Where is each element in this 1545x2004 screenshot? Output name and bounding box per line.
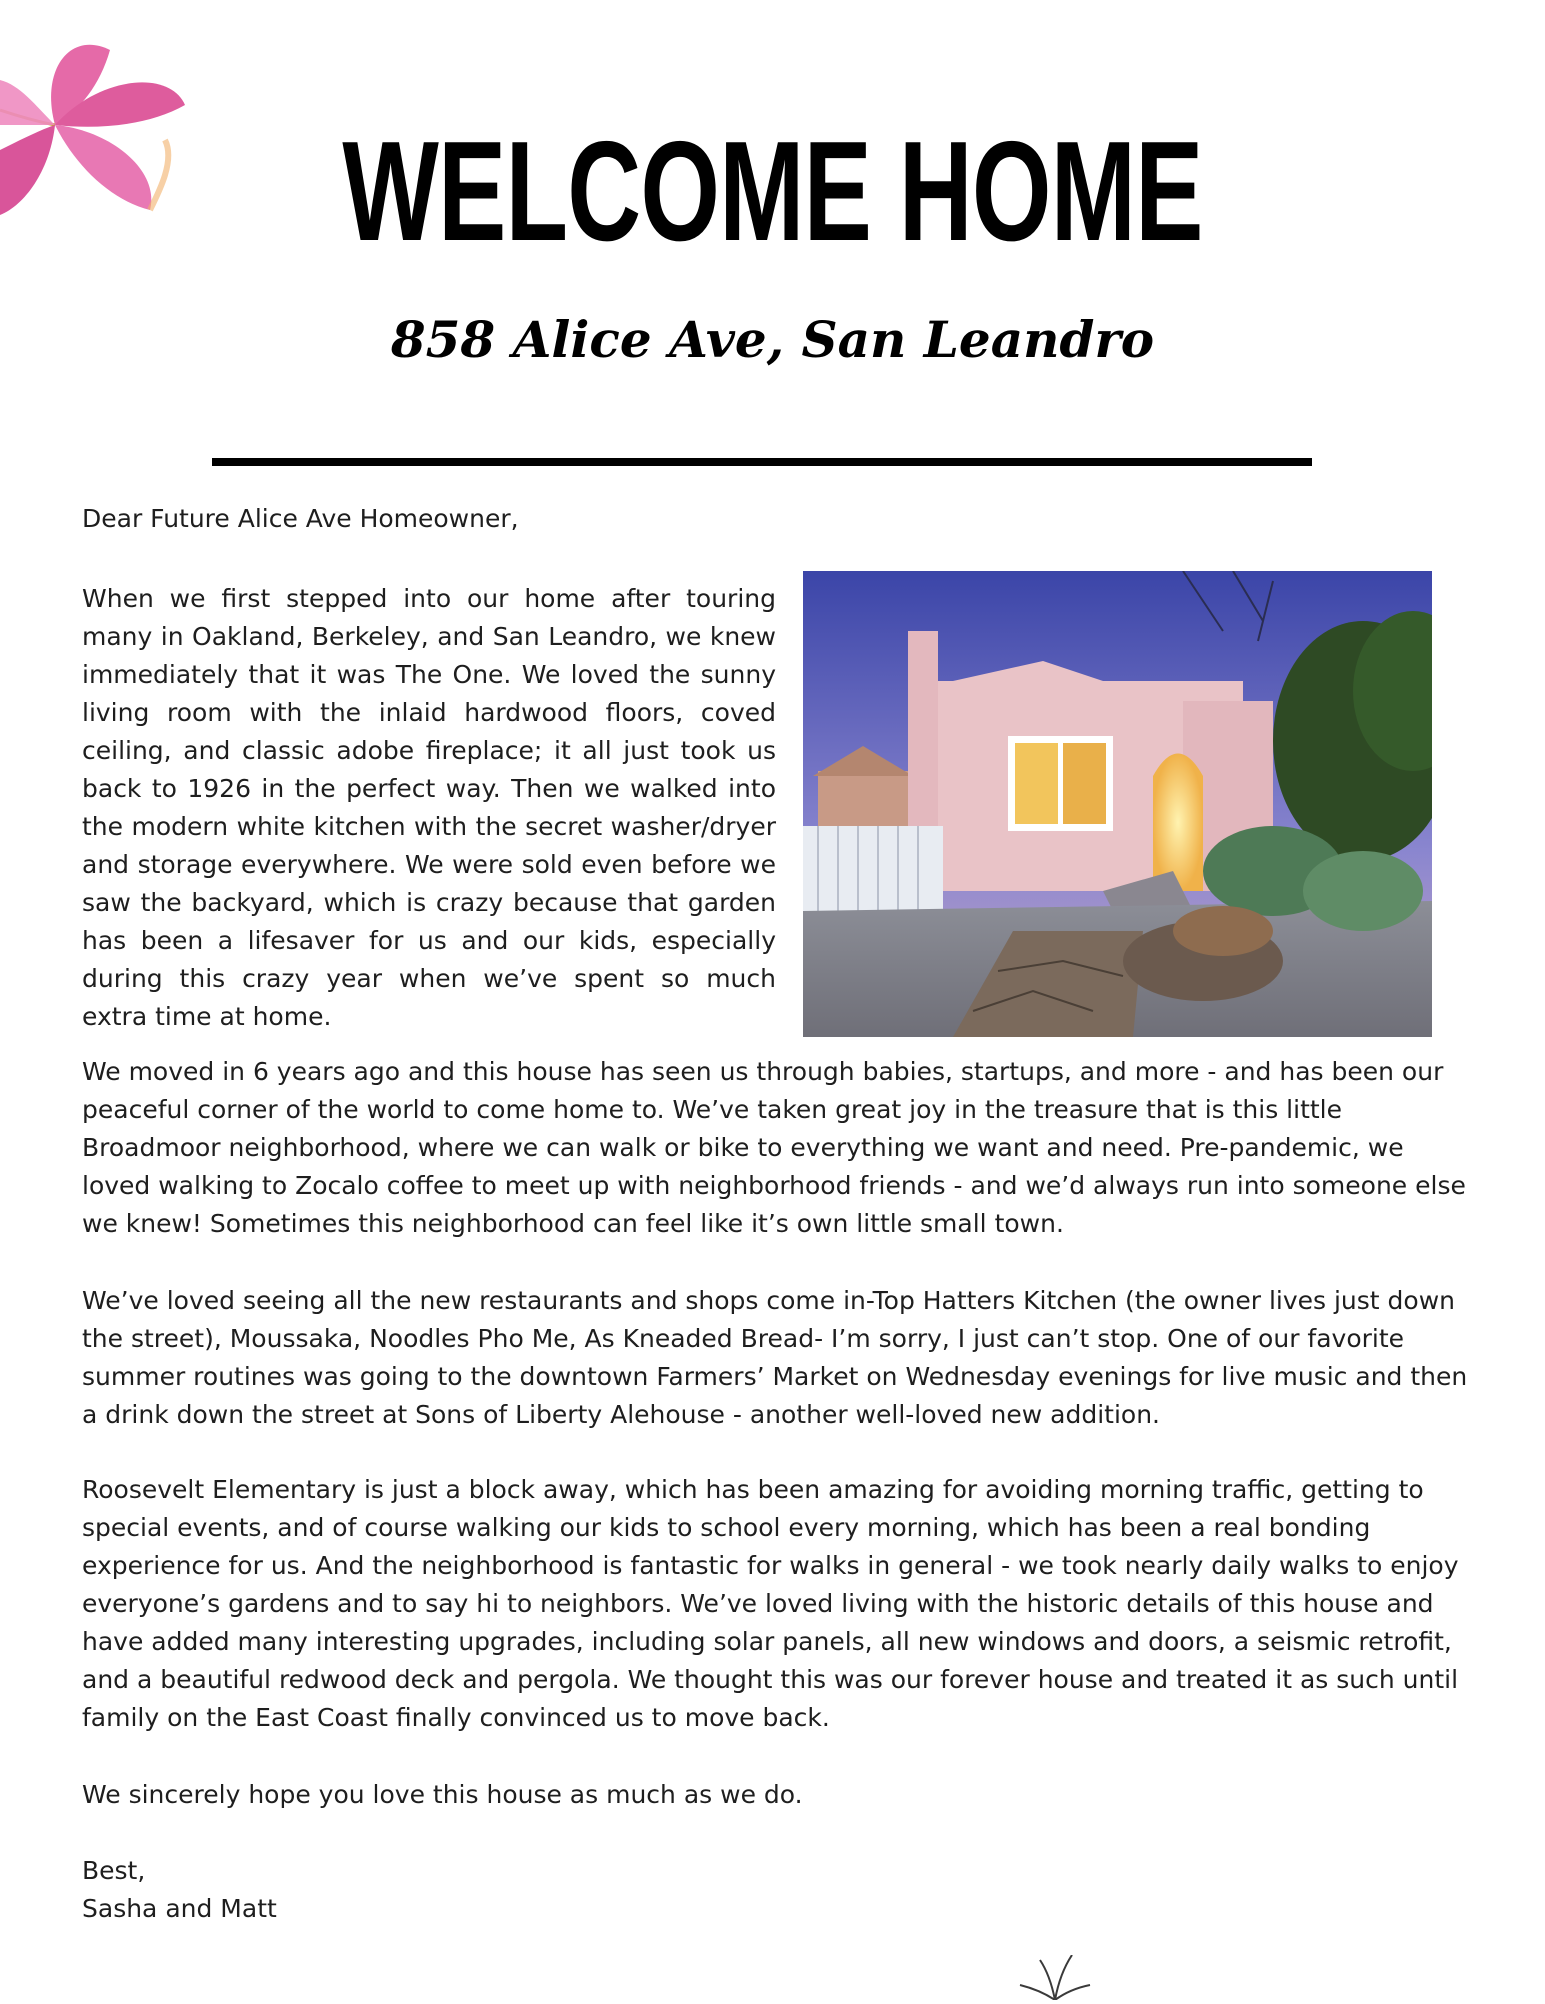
house-photo <box>803 571 1432 1037</box>
divider <box>212 458 1312 466</box>
letter-paragraph: We sincerely hope you love this house as much as we do. <box>82 1780 803 1809</box>
plant-decoration <box>1010 1955 1100 2000</box>
pink-flower-decoration <box>0 30 200 230</box>
property-address: 858 Alice Ave, San Leandro <box>390 310 1155 369</box>
closing-text: Best, <box>82 1856 146 1885</box>
letter-paragraph: We moved in 6 years ago and this house has seen us through babies, startups, and more - and has been our peaceful corner of the world to come home to. We’ve taken great joy in the treasure that is this little Broadmoor neighborhood, where we can walk or bike to everything we want and need. Pre-pandemic, we loved walking to Zocalo coffee to meet up with neighborhood friends - and we’d always run into someone else we knew! Sometimes this neighborhood can feel like it’s own little small town. <box>82 1057 1466 1238</box>
signature-names: Sasha and Matt <box>82 1894 277 1923</box>
letter-signoff <box>82 1852 682 1928</box>
letter-paragraph-intro: When we first stepped into our home after touring many in Oakland, Berkeley, and San Leandro, we knew immediately that it was The One. We loved the sunny living room with the inlaid hardwood floors, coved ceiling, and classic adobe fireplace; it all just took us back to 1926 in the perfect way. Then we walked into the modern white kitchen with the secret washer/dryer and storage everywhere. We were sold even before we saw the backyard, which is crazy because that garden has been a lifesaver for us and our kids, especially during this crazy year when we’ve spent so much extra time at home. <box>82 584 776 1031</box>
letter-paragraph: We’ve loved seeing all the new restaurants and shops come in-Top Hatters Kitchen (the owner lives just down the street), Moussaka, Noodles Pho Me, As Kneaded Bread- I’m sorry, I just can’t stop. One of our favorite summer routines was going to the downtown Farmers’ Market on Wednesday evenings for live music and then a drink down the street at Sons of Liberty Alehouse - another well-loved new addition. <box>82 1286 1468 1429</box>
page-title: WELCOME HOME <box>342 112 1203 271</box>
letter-greeting: Dear Future Alice Ave Homeowner, <box>82 504 519 533</box>
letter-paragraph: Roosevelt Elementary is just a block away, which has been amazing for avoiding morning traffic, getting to special events, and of course walking our kids to school every morning, which has been a real bonding experience for us. And the neighborhood is fantastic for walks in general - we took nearly daily walks to enjoy everyone’s gardens and to say hi to neighbors. We’ve loved living with the historic details of this house and have added many interesting upgrades, including solar panels, all new windows and doors, a seismic retrofit, and a beautiful redwood deck and pergola. We thought this was our forever house and treated it as such until family on the East Coast finally convinced us to move back. <box>82 1475 1459 1732</box>
